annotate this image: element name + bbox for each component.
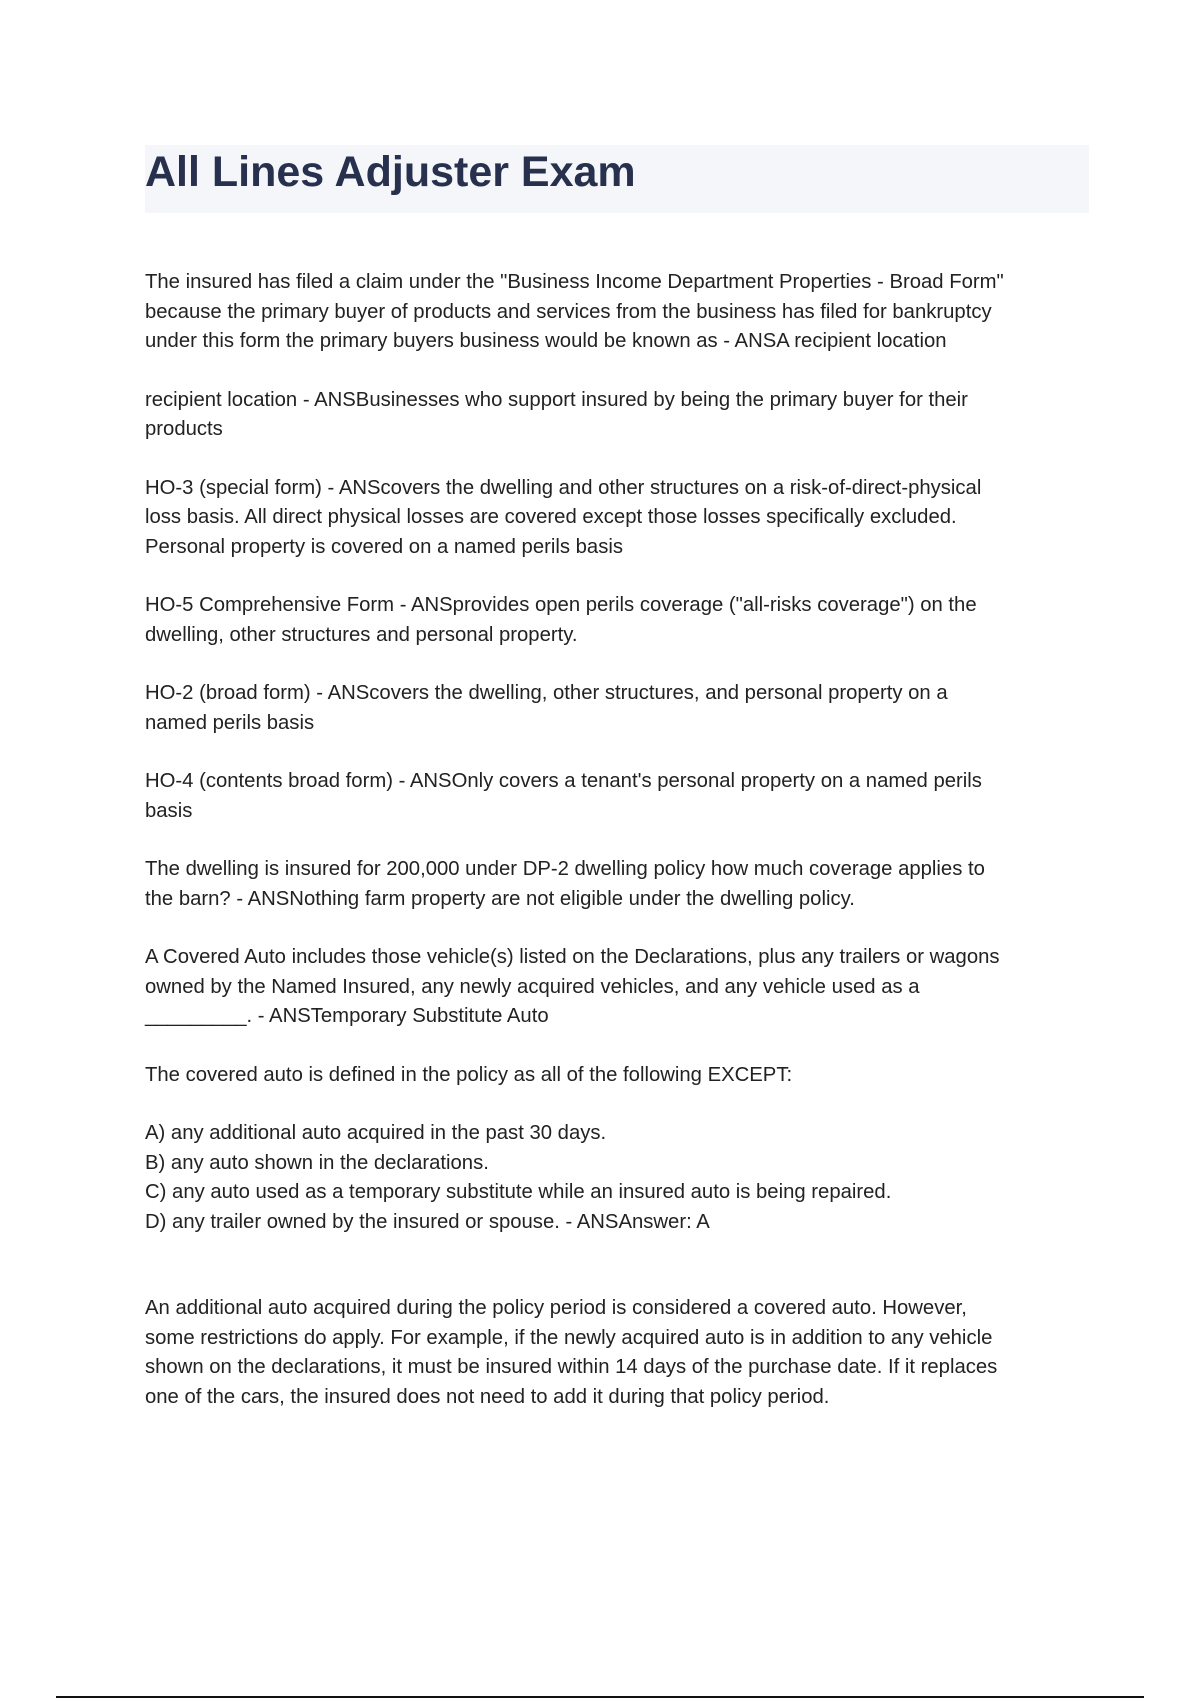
paragraph-ho2: HO-2 (broad form) - ANScovers the dwelling, other structures, and personal property on a named perils basis: [145, 682, 948, 734]
footer-divider: [56, 1696, 1144, 1698]
paragraph-recipient-location: recipient location - ANSBusinesses who support insured by being the primary buyer for their products: [145, 388, 968, 440]
paragraph-ho5: HO-5 Comprehensive Form - ANSprovides open perils coverage ("all-risks coverage") on the dwelling, other structures and personal property.: [145, 594, 977, 646]
paragraph-business-income-question: The insured has filed a claim under the "Business Income Department Properties - Broad Form" because the primary buyer of products and services from the business has filed for bankruptcy under this form the primary buyers business would be known as - ANSA recipient location: [145, 271, 1004, 352]
document-body: [145, 268, 1095, 1441]
paragraph-ho4: HO-4 (contents broad form) - ANSOnly covers a tenant's personal property on a named perils basis: [145, 770, 982, 822]
paragraph-except-question: The covered auto is defined in the policy as all of the following EXCEPT:: [145, 1063, 793, 1086]
paragraph-explanation: An additional auto acquired during the policy period is considered a covered auto. However, some restrictions do apply. For example, if the newly acquired auto is in addition to any vehicle shown on the declarations, it must be insured within 14 days of the purchase date. If it replaces one of the cars, the insured does not need to add it during that policy period.: [145, 1297, 998, 1408]
document-title: All Lines Adjuster Exam: [145, 148, 636, 196]
paragraph-answer-options: A) any additional auto acquired in the past 30 days. B) any auto shown in the declarations. C) any auto used as a temporary substitute while an insured auto is being repaired. D) any trailer owned by the insured or spouse. - ANSAnswer: A: [145, 1122, 892, 1233]
paragraph-dp2-barn: The dwelling is insured for 200,000 under DP-2 dwelling policy how much coverage applies to the barn? - ANSNothing farm property are not eligible under the dwelling policy.: [145, 858, 985, 910]
paragraph-covered-auto: A Covered Auto includes those vehicle(s) listed on the Declarations, plus any trailers or wagons owned by the Named Insured, any newly acquired vehicles, and any vehicle used as a _________. - ANSTemporary Substitute Auto: [145, 946, 1000, 1027]
paragraph-ho3: HO-3 (special form) - ANScovers the dwelling and other structures on a risk-of-direct-physical loss basis. All direct physical losses are covered except those losses specifically excluded. Personal property is covered on a named perils basis: [145, 476, 982, 558]
